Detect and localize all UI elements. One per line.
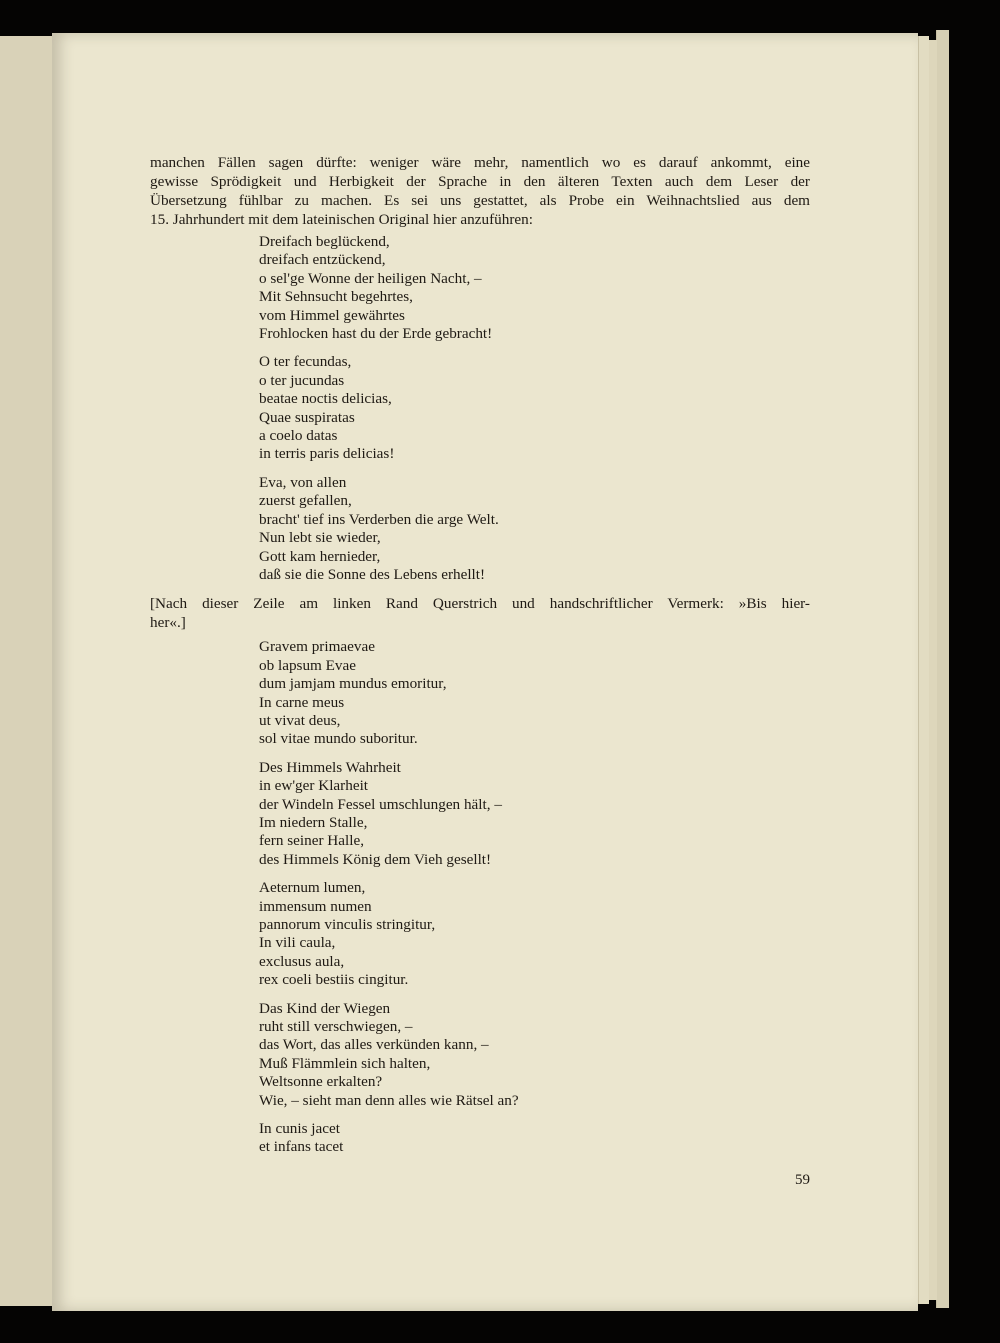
verse-line: Des Himmels Wahrheit — [259, 758, 401, 776]
text-line: gewisse Sprödigkeit und Herbigkeit der Sprache in den älteren Texten auch dem Leser der — [150, 173, 810, 190]
text-line: [Nach dieser Zeile am linken Rand Querstrich und handschriftlicher Vermerk: »Bis hier- — [150, 595, 810, 613]
verse-line: In carne meus — [259, 693, 345, 711]
text-line: manchen Fällen sagen dürfte: weniger wäre mehr, namentlich wo es darauf ankommt, eine — [150, 154, 810, 171]
verse-line: O ter fecundas, — [259, 353, 352, 371]
verse-line: Quae suspiratas — [259, 408, 355, 426]
verse-line: Muß Flämmlein sich halten, — [259, 1054, 431, 1072]
verse-line: dum jamjam mundus emoritur, — [259, 675, 447, 693]
poem-part-1 — [259, 233, 810, 584]
editorial-note — [150, 594, 810, 632]
stanza — [259, 879, 810, 989]
verse-line: ut vivat deus, — [259, 711, 341, 729]
facing-page-edge — [0, 36, 55, 1306]
page-stack-edge — [918, 36, 929, 1304]
verse-line: pannorum vinculis stringitur, — [259, 916, 436, 933]
page-stack-edge — [936, 30, 949, 1308]
verse-line: ob lapsum Evae — [259, 656, 357, 674]
verse-line: Gott kam hernieder, — [259, 547, 381, 565]
stanza — [259, 638, 810, 748]
verse-line: Nun lebt sie wieder, — [259, 529, 381, 547]
stanza — [259, 233, 810, 343]
verse-line: et infans tacet — [259, 1138, 344, 1156]
verse-line: in terris paris delicias! — [259, 445, 395, 463]
verse-line: immensum numen — [259, 897, 372, 915]
verse-line: der Windeln Fessel umschlungen hält, – — [259, 795, 502, 813]
verse-line: des Himmels König dem Vieh gesellt! — [259, 850, 492, 868]
verse-line: Das Kind der Wiegen — [259, 999, 391, 1017]
verse-line: Eva, von allen — [259, 473, 347, 491]
stanza — [259, 759, 810, 869]
verse-line: exclusus aula, — [259, 952, 345, 970]
page-number: 59 — [795, 1172, 810, 1188]
verse-line: daß sie die Sonne des Lebens erhellt! — [259, 565, 486, 583]
verse-line: o sel'ge Wonne der heiligen Nacht, – — [259, 269, 482, 287]
verse-line: zuerst gefallen, — [259, 492, 352, 510]
verse-line: Mit Sehnsucht begehrtes, — [259, 288, 413, 306]
verse-line: dreifach entzückend, — [259, 251, 386, 269]
verse-line: vom Himmel gewährtes — [259, 306, 405, 324]
verse-line: Im niedern Stalle, — [259, 813, 368, 831]
verse-line: das Wort, das alles verkünden kann, – — [259, 1036, 489, 1054]
page-content — [150, 153, 810, 1167]
verse-line: fern seiner Halle, — [259, 832, 364, 850]
verse-line: a coelo datas — [259, 427, 338, 445]
intro-paragraph — [150, 153, 810, 229]
verse-line: Weltsonne erkalten? — [259, 1073, 383, 1091]
poem-part-2 — [259, 638, 810, 1157]
verse-line: In vili caula, — [259, 934, 336, 952]
verse-line: in ew'ger Klarheit — [259, 777, 369, 795]
verse-line: Gravem primaevae — [259, 638, 375, 656]
verse-line: ruht still verschwiegen, – — [259, 1018, 413, 1036]
verse-line: o ter jucundas — [259, 371, 345, 389]
stanza — [259, 353, 810, 463]
stanza — [259, 1000, 810, 1110]
text-line: Übersetzung fühlbar zu machen. Es sei uns gestattet, als Probe ein Weihnachtslied aus dem — [150, 192, 810, 209]
verse-line: bracht' tief ins Verderben die arge Welt. — [259, 510, 499, 528]
verse-line: Wie, – sieht man denn alles wie Rätsel an? — [259, 1091, 519, 1109]
stanza — [259, 474, 810, 584]
verse-line: Frohlocken hast du der Erde gebracht! — [259, 325, 493, 343]
text-line: her«.] — [150, 614, 186, 632]
page-stack-edge — [928, 40, 937, 1300]
verse-line: sol vitae mundo suboritur. — [259, 730, 418, 748]
verse-line: beatae noctis delicias, — [259, 390, 392, 408]
verse-line: In cunis jacet — [259, 1120, 340, 1138]
stanza — [259, 1120, 810, 1157]
text-line: 15. Jahrhundert mit dem lateinischen Original hier anzuführen: — [150, 211, 533, 228]
verse-line: Aeternum lumen, — [259, 879, 366, 897]
verse-line: Dreifach beglückend, — [259, 233, 390, 250]
verse-line: rex coeli bestiis cingitur. — [259, 971, 409, 989]
